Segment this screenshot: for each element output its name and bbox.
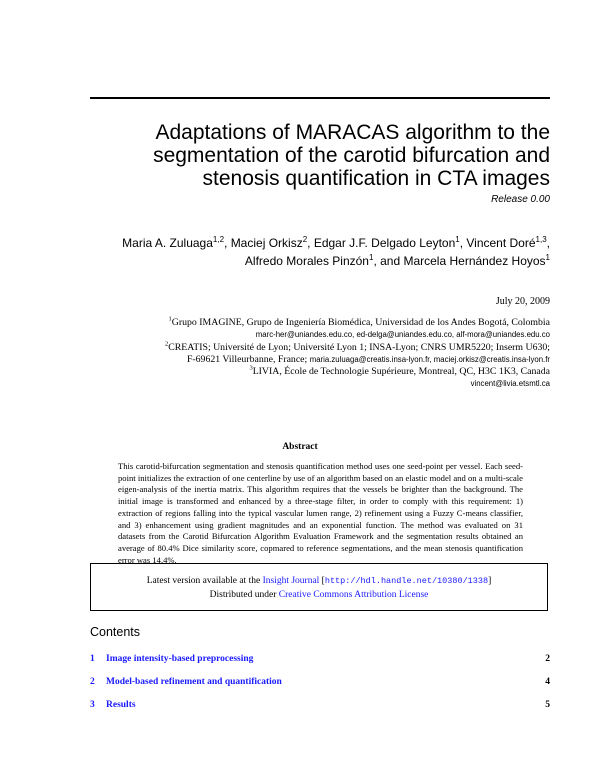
author-separator: , — [459, 236, 467, 250]
license-link[interactable]: Creative Commons Attribution License — [278, 590, 429, 600]
author-name: Vincent Doré — [466, 236, 536, 250]
author-name: Maciej Orkisz — [230, 236, 303, 250]
affiliation-1 — [70, 317, 550, 329]
author-separator: , — [224, 236, 231, 250]
affiliation-2-cont — [70, 354, 550, 366]
abstract-text: This carotid-bifurcation segmentation and stenosis quantification method uses one seed-point per vessel. Each seed-point initializes the extraction of one centerline by use of an algorithm based on an elastic model and on a multi-scale eigen-analysis of the inertia matrix. This algorithm requires that the vessels be brighter than the background. The initial image is transformed and enhanced by a three-stage filter, in order to comply with this requirement: 1) extraction of regions falling into the typical vascular lumen range, 2) refinement using a Fuzzy C-means classifier, and 3) enhancement using gradient magnitudes and an exponential function. The method was evaluated on 31 datasets from the Carotid Bifurcation Algorithm Evaluation Framework and the segmentation results obtained an average of 80.4% Dice similarity score, copmared to reference segmentations, and the mean stenosis quantification error was 14.4%. — [118, 461, 523, 565]
toc-page: 5 — [545, 700, 550, 710]
abstract-heading: Abstract — [282, 442, 318, 452]
top-rule — [90, 97, 550, 99]
toc-label[interactable]: Model-based refinement and quantification — [106, 677, 282, 687]
release-label: Release 0.00 — [491, 194, 550, 205]
toc-label[interactable]: Image intensity-based preprocessing — [106, 654, 254, 664]
affiliation-email: marc-her@uniandes.edu.co, ed-delga@uniandes.edu.co, alf-mora@uniandes.edu.co — [255, 330, 550, 339]
paper-title — [90, 121, 550, 190]
author-affiliation-mark: 1 — [545, 253, 550, 262]
author-list — [80, 234, 550, 270]
toc-number: 3 — [90, 700, 95, 710]
author-affiliation-mark: 1,2 — [212, 235, 225, 244]
author-affiliation-mark: 2 — [302, 235, 308, 244]
author-separator: , — [307, 236, 314, 250]
author-name: Edgar J.F. Delgado Leyton — [313, 236, 456, 250]
title-line: Adaptations of MARACAS algorithm to the — [155, 121, 550, 144]
info-prefix: Distributed under — [209, 590, 277, 600]
contents-heading: Contents — [90, 625, 141, 639]
affiliation-text: F-69621 Villeurbanne, France; — [186, 354, 308, 365]
title-line: stenosis quantification in CTA images — [202, 167, 550, 190]
affiliation-mark: 2 — [164, 340, 169, 348]
info-prefix: Latest version available at the — [146, 576, 261, 586]
affiliation-2 — [70, 342, 550, 354]
title-line: segmentation of the carotid bifurcation and — [153, 144, 550, 167]
insight-journal-link[interactable]: Insight Journal — [262, 576, 320, 586]
affiliation-text: Grupo IMAGINE, Grupo de Ingeniería Biomédica, Universidad de los Andes Bogotá, Colombia — [171, 317, 550, 328]
author-affiliation-mark: 1 — [368, 253, 374, 262]
info-line-2 — [91, 588, 547, 602]
affiliation-mark: 1 — [168, 315, 172, 323]
info-line-1 — [91, 574, 547, 588]
toc-number: 1 — [90, 654, 95, 664]
affiliation-mark: 3 — [249, 364, 253, 372]
toc-number: 2 — [90, 677, 95, 687]
publication-date: July 20, 2009 — [495, 296, 550, 307]
author-name: Alfredo Morales Pinzón — [244, 254, 369, 268]
author-separator: , and — [373, 254, 404, 268]
info-box — [90, 563, 548, 611]
toc-label[interactable]: Results — [106, 700, 136, 710]
author-name: Maria A. Zuluaga — [122, 236, 213, 250]
affiliation-email: maria.zuluaga@creatis.insa-lyon.fr, maciej.orkisz@creatis.insa-lyon.fr — [309, 355, 550, 364]
affiliation-3 — [70, 366, 550, 378]
author-affiliation-mark: 1,3 — [535, 235, 547, 244]
toc-page: 2 — [545, 654, 550, 664]
bracket-close: ] — [488, 576, 492, 586]
affiliation-email: vincent@livia.etsmtl.ca — [470, 379, 550, 388]
affiliations — [70, 317, 550, 391]
author-name: Marcela Hernández Hoyos — [403, 254, 546, 268]
affiliation-text: LIVIA, École de Technologie Supérieure, Montreal, QC, H3C 1K3, Canada — [252, 366, 550, 377]
author-line-2 — [80, 252, 550, 270]
toc-page: 4 — [545, 677, 550, 687]
affiliation-text: CREATIS; Université de Lyon; Université Lyon 1; INSA-Lyon; CNRS UMR5220; Inserm U630; — [168, 342, 550, 353]
author-line-1 — [80, 234, 550, 252]
handle-url-link[interactable]: http://hdl.handle.net/10380/1338 — [324, 576, 489, 586]
author-affiliation-mark: 1 — [455, 235, 460, 244]
bracket-open: [ — [321, 576, 325, 586]
author-separator: , — [546, 236, 550, 250]
